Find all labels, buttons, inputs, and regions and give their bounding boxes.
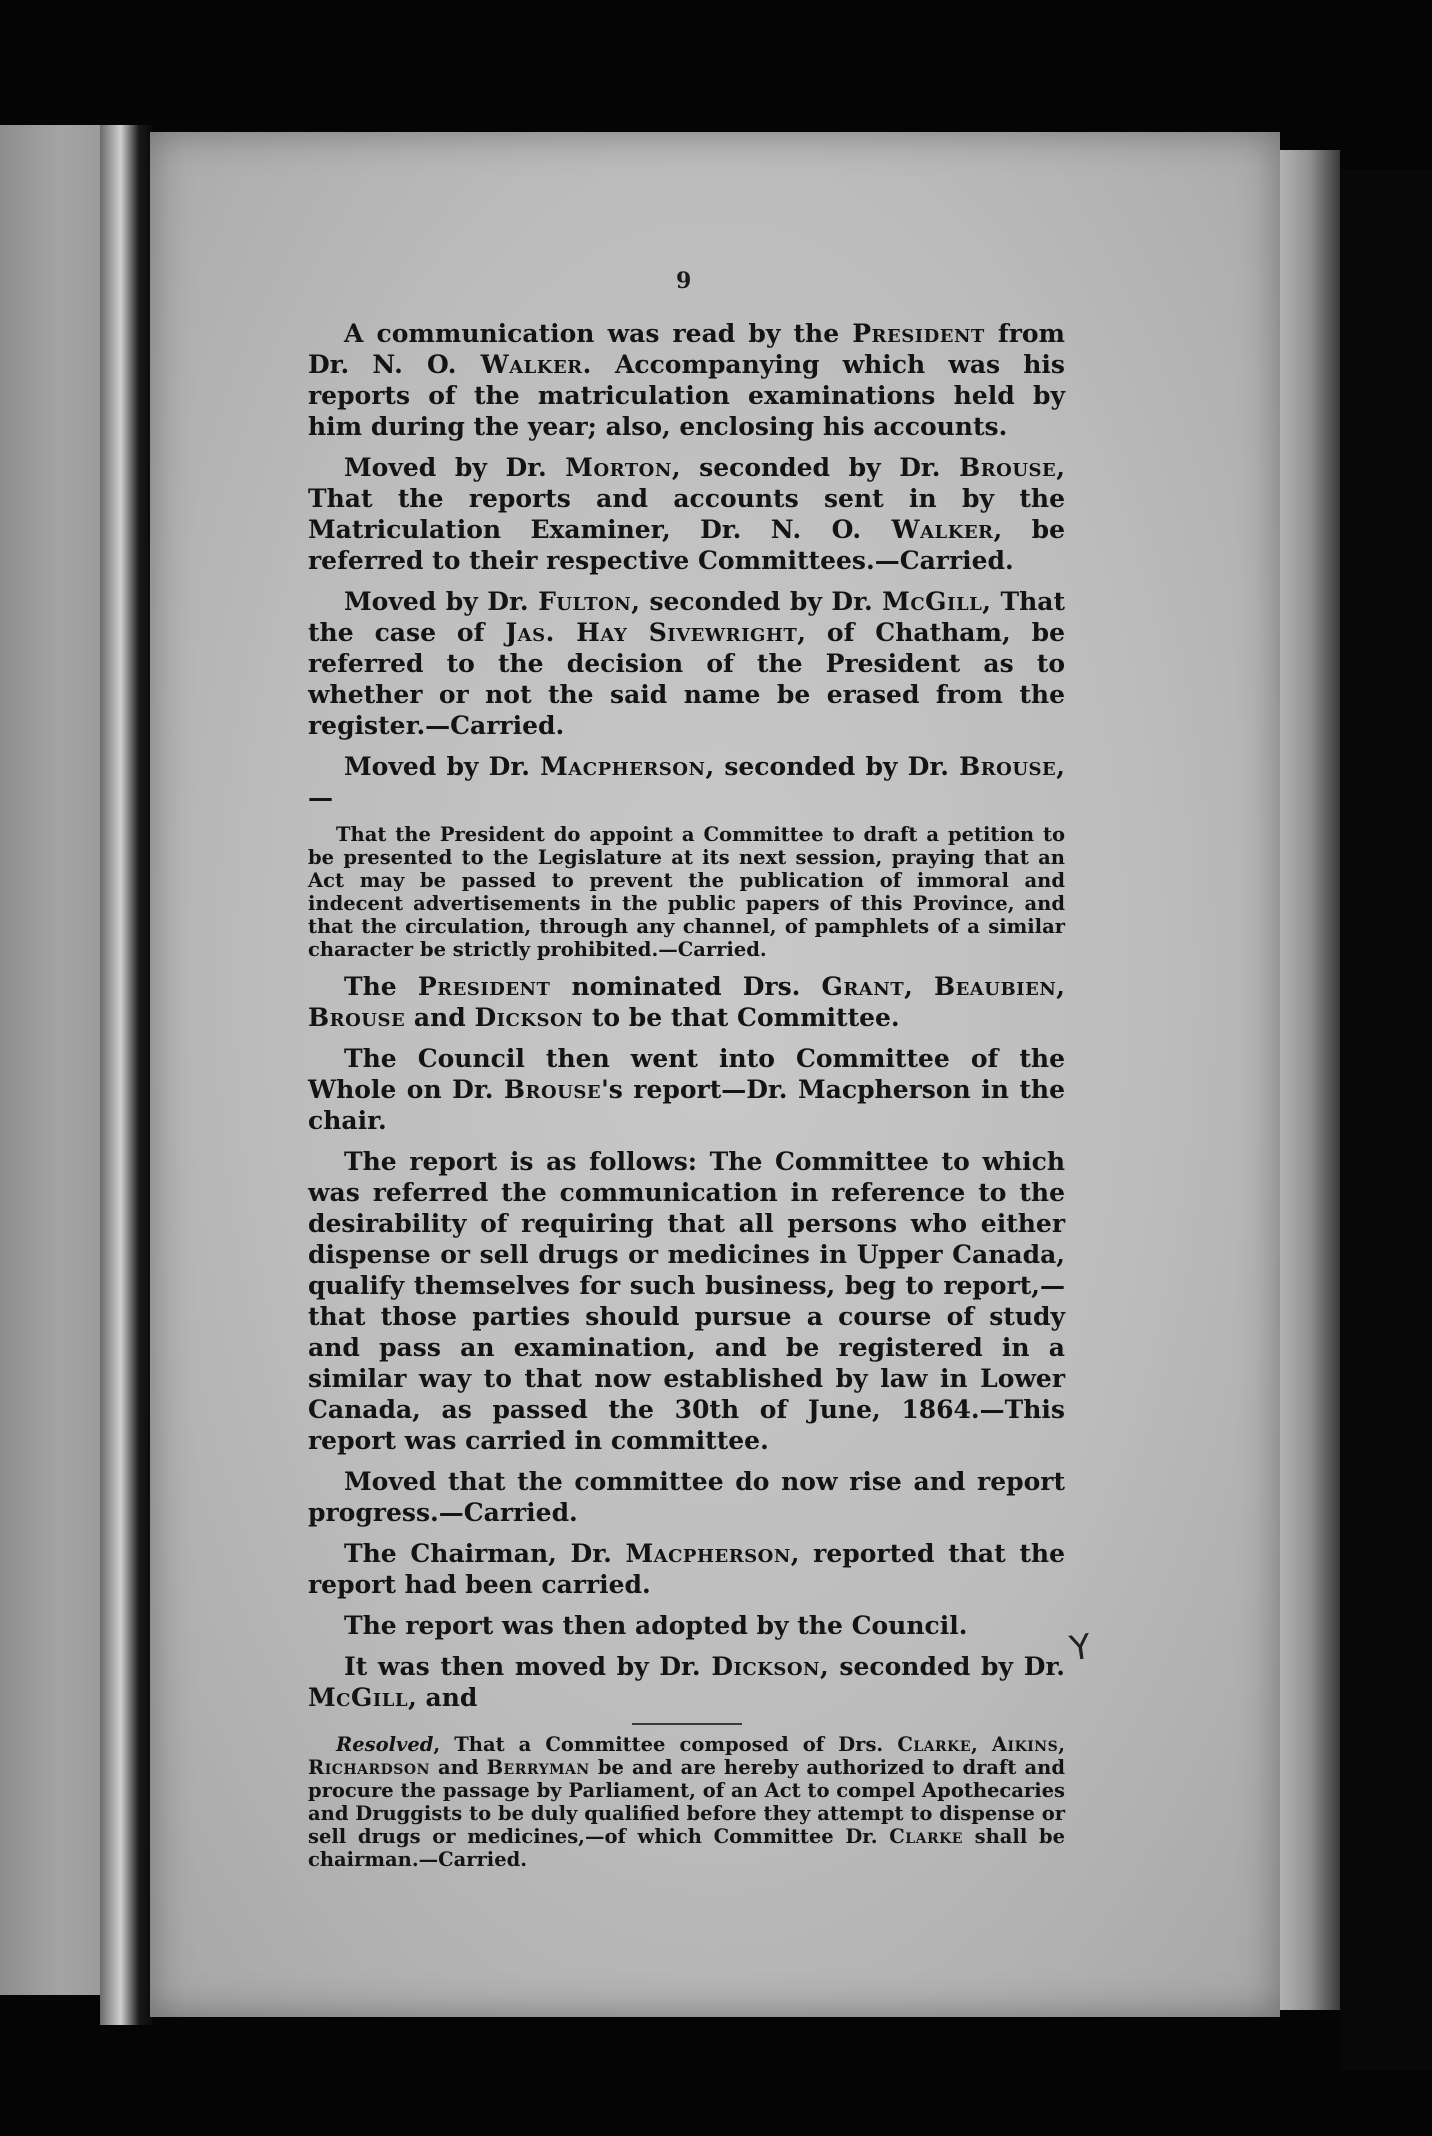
- paragraph: Moved that the committee do now rise and report progress.—Carried.: [308, 1467, 1065, 1527]
- paragraph: A communication was read by the President from Dr. N. O. Walker. Accompanying which was his reports of the matriculation examinations held by him during the year; also, enclosing his accounts.: [308, 319, 1065, 441]
- paragraph: The report was then adopted by the Council.: [344, 1611, 968, 1640]
- page-stack-edge: [1280, 150, 1340, 2010]
- small-caps-name: McGill: [882, 587, 983, 616]
- small-caps-name: N. O. Walker: [770, 515, 994, 544]
- paragraph: The report is as follows: The Committee to which was referred the communication in reference to the desirability of requiring that all persons who either dispense or sell drugs or medicines in Upper Canada, qualify themselves for such business, beg to report,—that those parties should pursue a course of study and pass an examination, and be registered in a similar way to that now established by law in Lower Canada, as passed the 30th of June, 1864.—This report was carried in committee.: [308, 1147, 1065, 1455]
- paragraph: It was then moved by Dr. Dickson, seconded by Dr. McGill, and: [308, 1652, 1065, 1712]
- divider: [632, 1723, 742, 1725]
- small-caps-name: Brouse: [959, 752, 1057, 781]
- small-caps-name: McGill: [308, 1683, 409, 1712]
- book-cover-edge: [1340, 170, 1432, 2070]
- small-caps-name: Brouse: [503, 1075, 602, 1104]
- small-caps-name: Aikins: [991, 1733, 1059, 1756]
- small-caps-name: Berryman: [486, 1756, 590, 1779]
- resolution-text: Resolved, That a Committee composed of Drs. Clarke, Aikins, Richardson and Berryman be and are hereby authorized to draft and procure the passage by Parliament, of an Act to compel Apothecaries and Druggists to be duly qualified before they attempt to dispense or sell drugs or medicines,—of which Committee Dr. Clarke shall be chairman.—Carried.: [308, 1733, 1066, 1871]
- small-caps-name: Fulton: [538, 587, 632, 616]
- small-caps-name: Richardson: [308, 1756, 430, 1779]
- small-caps-name: President: [852, 319, 985, 348]
- paragraph: Moved by Dr. Fulton, seconded by Dr. McGill, That the case of Jas. Hay Sivewright, of Chatham, be referred to the decision of the President as to whether or not the said name be erased from the register.—Carried.: [308, 587, 1066, 740]
- small-caps-name: Clarke: [889, 1825, 963, 1848]
- book-gutter: [100, 125, 152, 2025]
- margin-annotation: Y: [1067, 1626, 1094, 1670]
- resolution-text: That the President do appoint a Committee to draft a petition to be presented to the Legislature at its next session, praying that an Act may be passed to prevent the publication of immoral and indecent advertisements in the public papers of this Province, and that the circulation, through any channel, of pamphlets of a similar character be strictly prohibited.—Carried.: [308, 823, 1065, 961]
- paragraph: Moved by Dr. Morton, seconded by Dr. Brouse, That the reports and accounts sent in by the Matriculation Examiner, Dr. N. O. Walker, be referred to their respective Committees.—Carried.: [308, 453, 1065, 575]
- page-text: [308, 318, 1065, 1881]
- paragraph: Moved by Dr. Macpherson, seconded by Dr. Brouse,—: [308, 752, 1065, 812]
- small-caps-name: Brouse: [959, 453, 1057, 482]
- small-caps-name: Jas. Hay Sivewright: [505, 618, 798, 647]
- italic-text: Resolved: [336, 1733, 434, 1756]
- paragraph: The Chairman, Dr. Macpherson, reported that the report had been carried.: [308, 1539, 1065, 1599]
- facing-page-edge: [0, 125, 108, 1995]
- paragraph: The Council then went into Committee of the Whole on Dr. Brouse's report—Dr. Macpherson in the chair.: [308, 1044, 1065, 1135]
- small-caps-name: Macpherson: [625, 1539, 791, 1568]
- small-caps-name: Dickson: [711, 1652, 821, 1681]
- small-caps-name: N. O. Walker.: [372, 350, 592, 379]
- small-caps-name: Clarke: [897, 1733, 972, 1756]
- small-caps-name: President: [417, 972, 551, 1001]
- paragraph: The President nominated Drs. Grant, Beaubien, Brouse and Dickson to be that Committee.: [308, 972, 1065, 1032]
- small-caps-name: Beaubien: [933, 972, 1057, 1001]
- small-caps-name: Grant: [821, 972, 905, 1001]
- small-caps-name: Macpherson: [540, 752, 706, 781]
- page-number: 9: [676, 268, 692, 294]
- small-caps-name: Dickson: [474, 1003, 584, 1032]
- small-caps-name: Brouse: [308, 1003, 406, 1032]
- small-caps-name: Morton: [565, 453, 672, 482]
